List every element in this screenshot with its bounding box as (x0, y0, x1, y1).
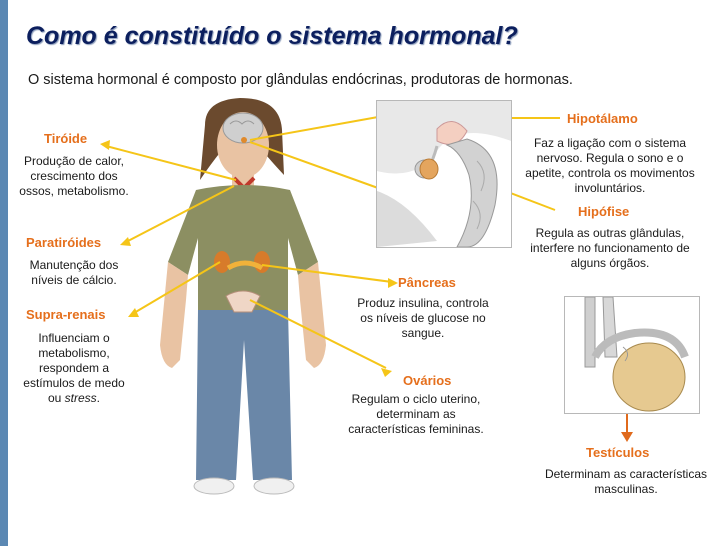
desc-paratiroides: Manutenção dos níveis de cálcio. (29, 258, 119, 287)
label-suprarenais: Supra-renais (26, 307, 106, 322)
label-pancreas: Pâncreas (398, 275, 456, 290)
label-testiculos: Testículos (586, 445, 650, 460)
desc-hipofise: Regula as outras glândulas, interfere no funcionamento de alguns órgãos. (530, 226, 690, 270)
desc-ovarios: Regulam o ciclo uterino, determinam as características femininas. (348, 392, 484, 436)
testicle-illustration (565, 297, 699, 413)
desc-suprarenais-text: Influenciam o metabolismo, respondem a estímulos de medo ou (23, 331, 125, 405)
desc-suprarenais (22, 331, 126, 406)
desc-pancreas: Produz insulina, controla os níveis de glucose no sangue. (357, 296, 489, 340)
desc-testiculos: Determinam as características masculinas. (544, 467, 708, 496)
brain-detail-panel (376, 100, 512, 248)
desc-tiroide: Produção de calor, crescimento dos ossos, metabolismo. (19, 154, 129, 198)
testicle-detail-panel (564, 296, 700, 414)
desc-suprarenais-suffix: . (96, 391, 101, 405)
label-hipotalamo: Hipotálamo (567, 111, 638, 126)
page-title: Como é constituído o sistema hormonal? (26, 22, 518, 50)
page-subtitle: O sistema hormonal é composto por glândulas endócrinas, produtoras de hormonas. (28, 72, 573, 88)
hypothalamus-pituitary-illustration (377, 101, 511, 247)
label-hipofise: Hipófise (578, 204, 630, 219)
desc-suprarenais-em: stress (64, 391, 97, 405)
label-ovarios: Ovários (403, 373, 452, 388)
label-paratiroides: Paratiróides (26, 235, 102, 250)
desc-hipotalamo: Faz a ligação com o sistema nervoso. Regula o sono e o apetite, controla os movimentos involuntários. (525, 136, 695, 195)
label-tiroide: Tiróide (44, 131, 88, 146)
